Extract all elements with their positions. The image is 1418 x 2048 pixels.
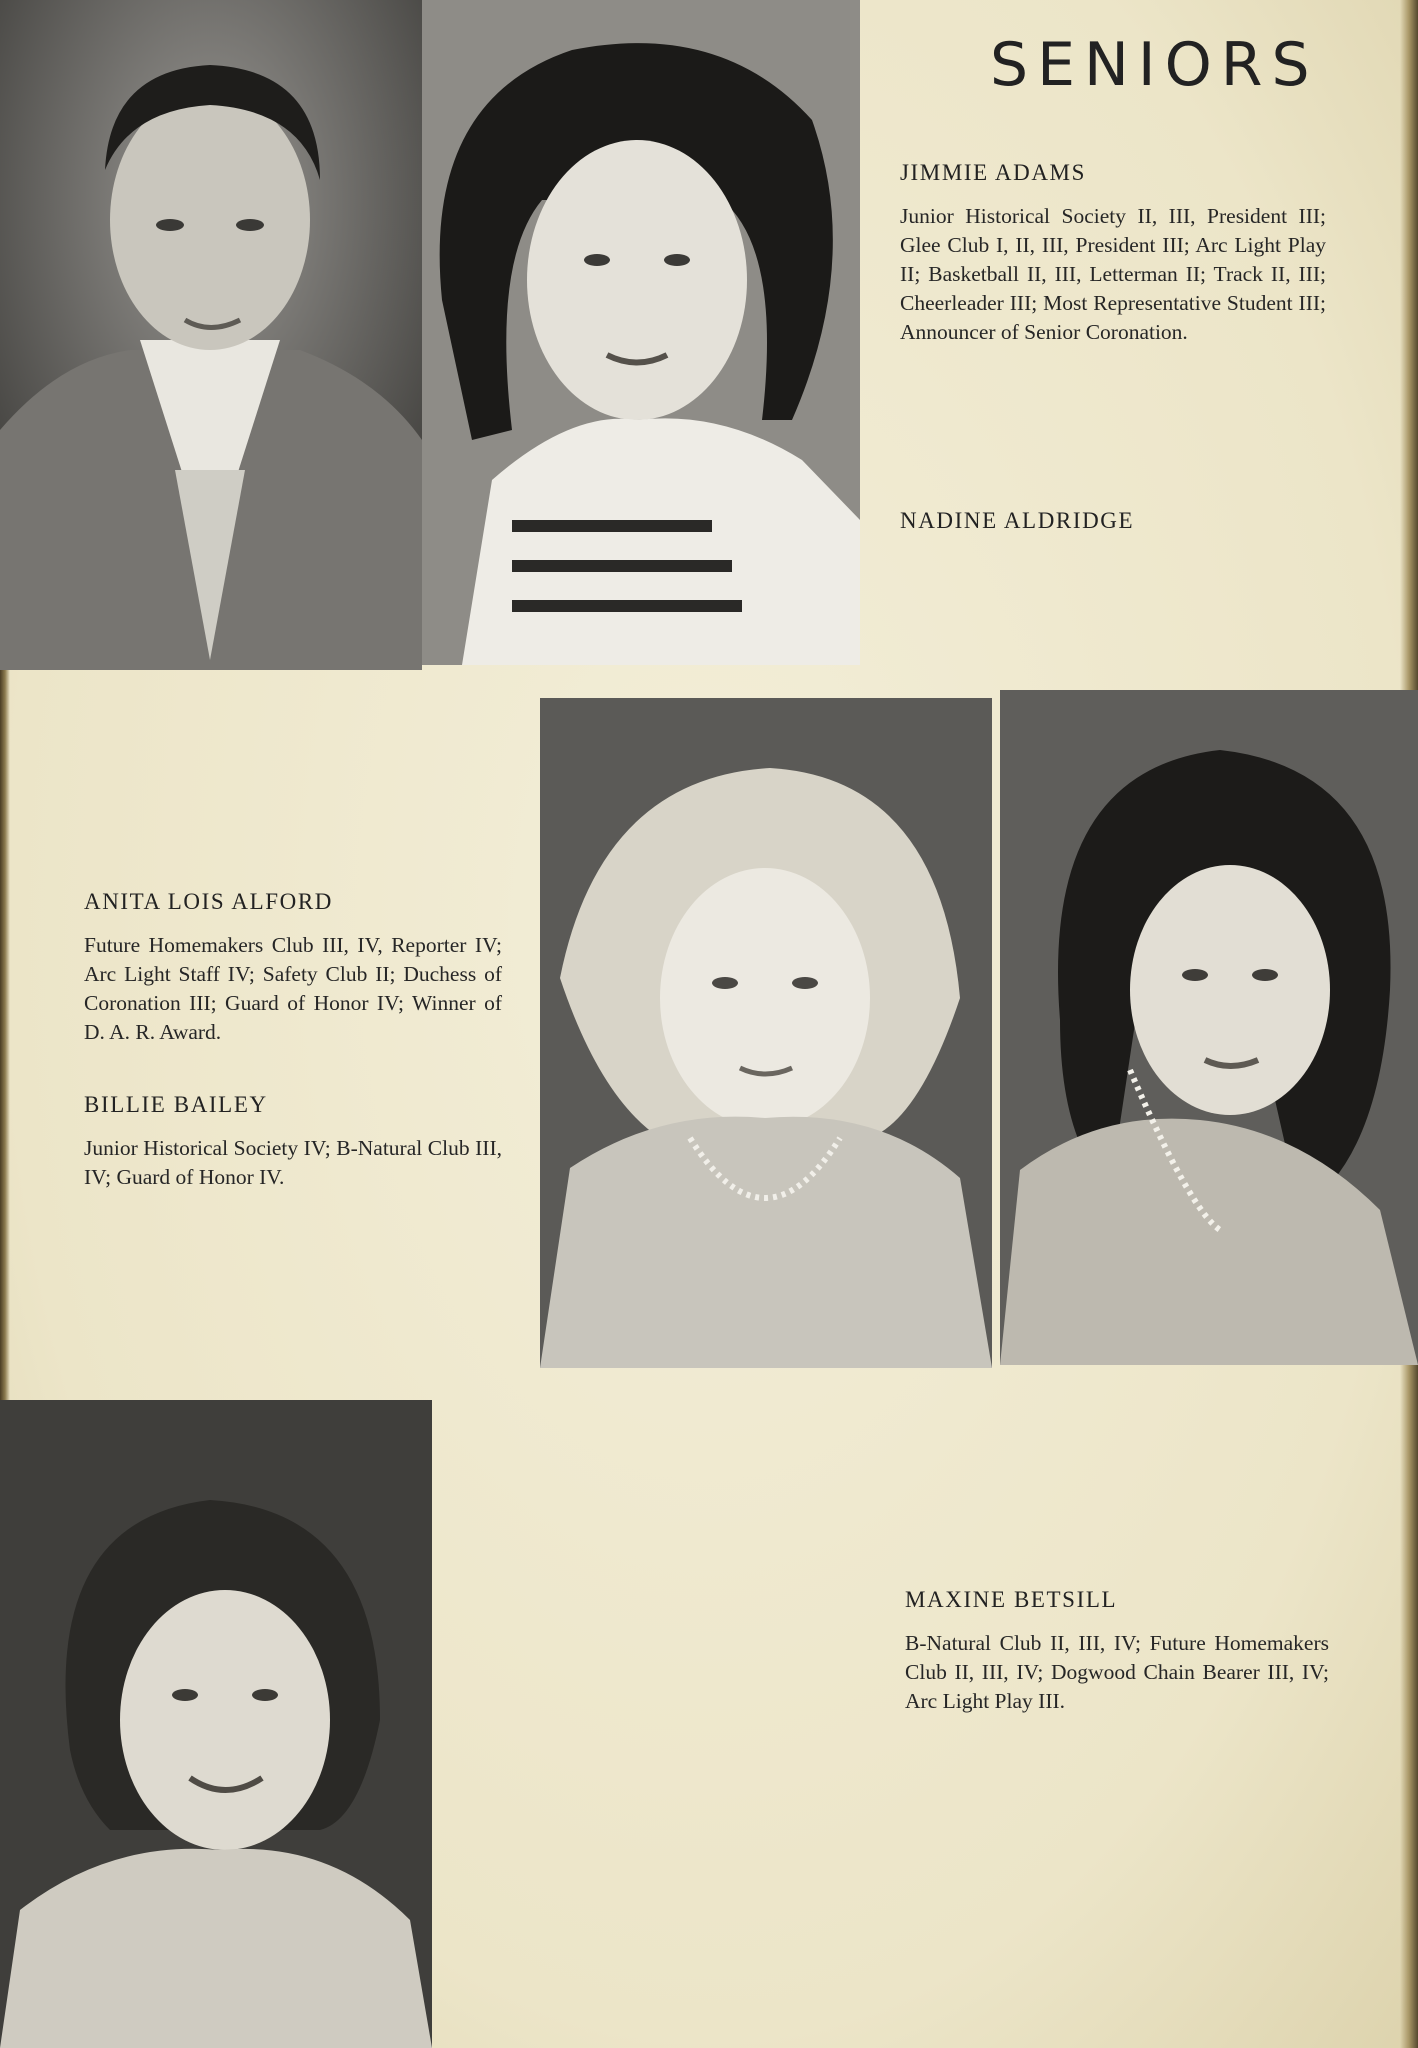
portrait-photo-maxine-betsill xyxy=(0,1400,432,2048)
portrait-photo-jimmie-adams xyxy=(0,0,422,670)
senior-name: ANITA LOIS ALFORD xyxy=(84,889,333,914)
senior-name: JIMMIE ADAMS xyxy=(900,160,1086,185)
portrait-photo-anita-lois-alford xyxy=(540,698,992,1368)
senior-activities: Junior Historical Society IV; B-Natural Club III, IV; Guard of Honor IV. xyxy=(84,1136,502,1189)
page-title: SENIORS xyxy=(990,30,1319,100)
senior-activities: B-Natural Club II, III, IV; Future Homemakers Club II, III, IV; Dogwood Chain Bearer III, IV; Arc Light Play III. xyxy=(905,1631,1329,1713)
portrait-photo-billie-bailey xyxy=(1000,690,1418,1365)
portrait-photo-nadine-aldridge xyxy=(422,0,860,665)
senior-name: NADINE ALDRIDGE xyxy=(900,508,1135,533)
senior-name: MAXINE BETSILL xyxy=(905,1587,1118,1612)
senior-activities: Junior Historical Society II, III, President III; Glee Club I, II, III, President III; Arc Light Play II; Basketball II, III, Letterman II; Track II, III; Cheerleader III; Most Representative Student III; Announcer of Senior Coronation. xyxy=(900,204,1326,344)
senior-name: BILLIE BAILEY xyxy=(84,1092,268,1117)
senior-activities: Future Homemakers Club III, IV, Reporter IV; Arc Light Staff IV; Safety Club II; Duchess of Coronation III; Guard of Honor IV; Winner of D. A. R. Award. xyxy=(84,933,502,1044)
